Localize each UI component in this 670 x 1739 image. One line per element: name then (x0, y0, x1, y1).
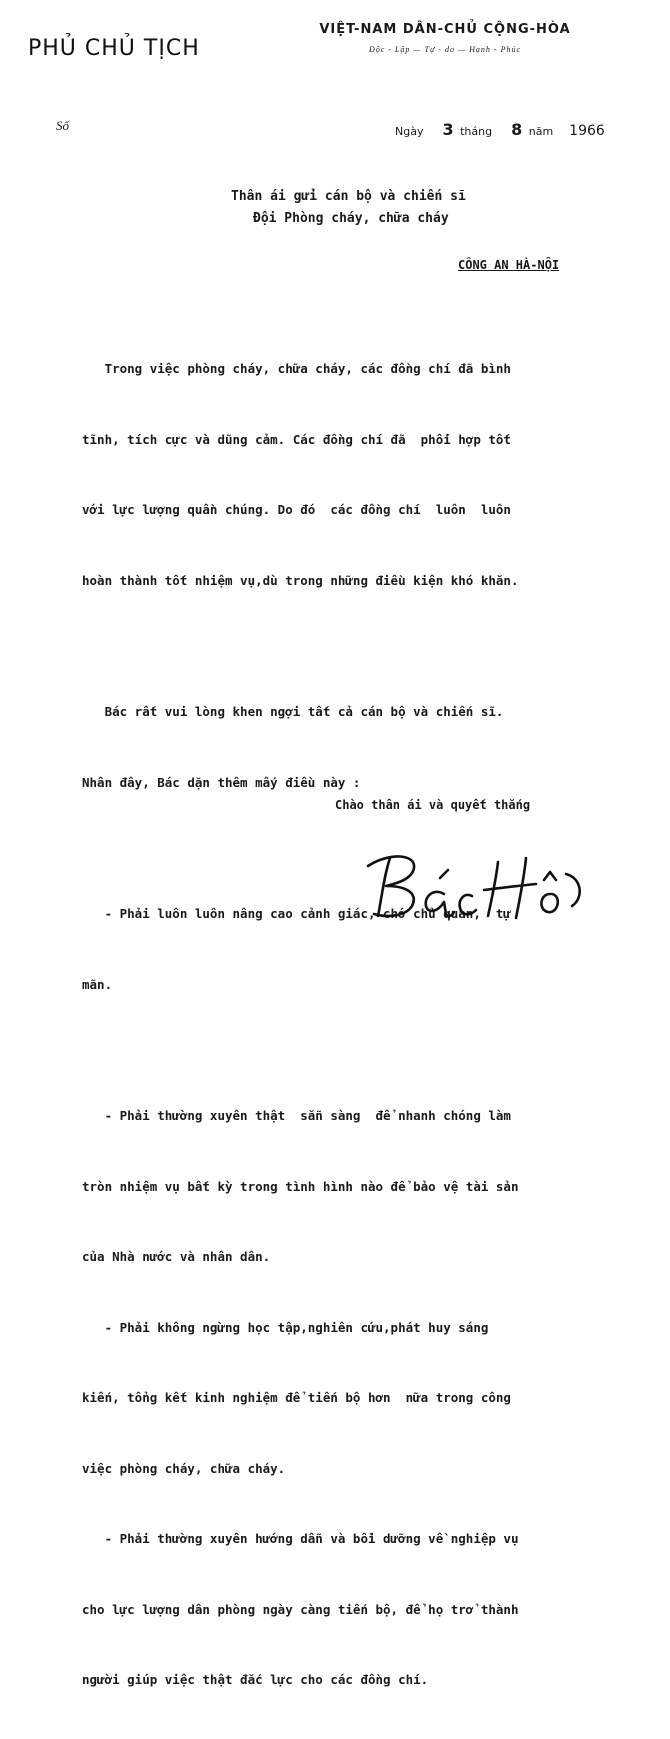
body-line: Bác rất vui lòng khen ngợi tất cả cán bộ và chiến sĩ. (82, 704, 504, 719)
letter-date (395, 120, 605, 139)
organization-heading: PHỦ CHỦ TỊCH (28, 36, 200, 61)
recipient-name: CÔNG AN HÀ-NỘI (458, 258, 560, 272)
body-line: kiến, tổng kết kinh nghiệm để tiến bộ hơn nữa trong công (82, 1390, 511, 1405)
date-day-label: Ngày (395, 125, 424, 138)
salutation-line-2: Đội Phòng cháy, chữa cháy (253, 211, 449, 226)
salutation (0, 186, 670, 230)
body-line: Nhân đây, Bác dặn thêm mấy điều này : (82, 774, 361, 790)
body-line: tĩnh, tích cực và dũng cảm. Các đồng chí đã phối hợp tốt (82, 431, 511, 447)
date-month: 8 (511, 120, 523, 139)
body-line: cho lực lượng dân phòng ngày càng tiến bộ, để họ trở thành (82, 1601, 519, 1617)
date-day: 3 (442, 120, 454, 139)
date-month-label: tháng (460, 125, 493, 138)
body-line: người giúp việc thật đắc lực cho các đồng chí. (82, 1672, 429, 1687)
national-heading (300, 22, 590, 54)
body-line: - Phải luôn luôn nâng cao cảnh giác, chớ chủ quan, tự (82, 906, 511, 921)
body-line: - Phải thường xuyên hướng dẫn và bồi dưỡng về nghiệp vụ (82, 1531, 519, 1546)
date-year-label: năm (528, 125, 554, 138)
letter-body (82, 310, 642, 1739)
date-year: 1966 (569, 123, 605, 139)
closing-line: Chào thân ái và quyết thắng (335, 798, 531, 812)
body-line: tròn nhiệm vụ bất kỳ trong tình hình nào để bảo vệ tài sản (82, 1178, 519, 1194)
salutation-line-1: Thân ái gửi cán bộ và chiến sĩ (231, 189, 466, 204)
body-line: việc phòng cháy, chữa cháy. (82, 1460, 286, 1476)
body-line: mãn. (82, 976, 113, 992)
body-line: Trong việc phòng cháy, chữa cháy, các đồng chí đã bình (82, 361, 511, 376)
nation-name: VIỆT-NAM DÂN-CHỦ CỘNG-HÒA (319, 22, 571, 37)
body-line: với lực lượng quần chúng. Do đó các đồng chí luôn luôn (82, 502, 511, 517)
body-line: - Phải thường xuyên thật sẵn sàng để nhanh chóng làm (82, 1108, 511, 1123)
national-motto: Độc - Lập — Tự - do — Hạnh - Phúc (368, 45, 522, 54)
body-line: hoàn thành tốt nhiệm vụ,dù trong những điều kiện khó khăn. (82, 572, 519, 588)
handwritten-signature (360, 848, 590, 926)
body-line: - Phải không ngừng học tập,nghiên cứu,phát huy sáng (82, 1319, 489, 1335)
body-line: của Nhà nước và nhân dân. (82, 1249, 271, 1264)
document-number-label: Số (56, 118, 69, 133)
